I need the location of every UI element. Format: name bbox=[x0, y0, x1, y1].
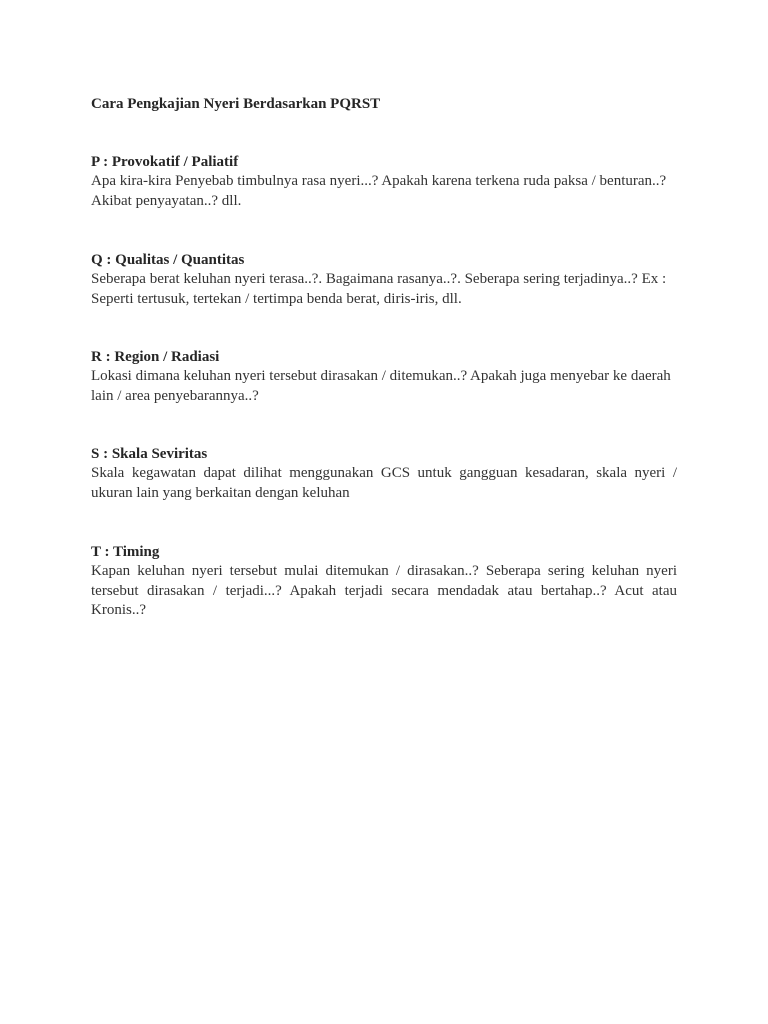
section-body: Apa kira-kira Penyebab timbulnya rasa nyeri...? Apakah karena terkena ruda paksa / benturan..? Akibat penyayatan..? dll. bbox=[91, 173, 667, 209]
section-heading: S : Skala Seviritas bbox=[91, 446, 208, 462]
section-body: Lokasi dimana keluhan nyeri tersebut dirasakan / ditemukan..? Apakah juga menyebar ke daerah lain / area penyebarannya..? bbox=[91, 368, 671, 404]
section-region bbox=[91, 347, 677, 406]
section-heading: P : Provokatif / Paliatif bbox=[91, 154, 239, 170]
section-heading: T : Timing bbox=[91, 544, 160, 560]
section-body: Skala kegawatan dapat dilihat menggunakan GCS untuk gangguan kesadaran, skala nyeri / ukuran lain yang berkaitan dengan keluhan bbox=[91, 465, 677, 501]
section-heading: R : Region / Radiasi bbox=[91, 349, 220, 365]
section-heading: Q : Qualitas / Quantitas bbox=[91, 252, 245, 268]
section-provokatif bbox=[91, 152, 677, 211]
section-qualitas bbox=[91, 250, 677, 309]
document-title: Cara Pengkajian Nyeri Berdasarkan PQRST bbox=[91, 96, 381, 112]
section-body: Kapan keluhan nyeri tersebut mulai ditemukan / dirasakan..? Seberapa sering keluhan nyeri tersebut dirasakan / terjadi...? Apakah terjadi secara mendadak atau bertahap..? Acut atau Kronis..? bbox=[91, 563, 677, 618]
section-body: Seberapa berat keluhan nyeri terasa..?. Bagaimana rasanya..?. Seberapa sering terjadinya..? Ex : Seperti tertusuk, tertekan / tertimpa benda berat, diris-iris, dll. bbox=[91, 271, 667, 307]
section-timing bbox=[91, 542, 677, 621]
section-skala bbox=[91, 444, 677, 503]
